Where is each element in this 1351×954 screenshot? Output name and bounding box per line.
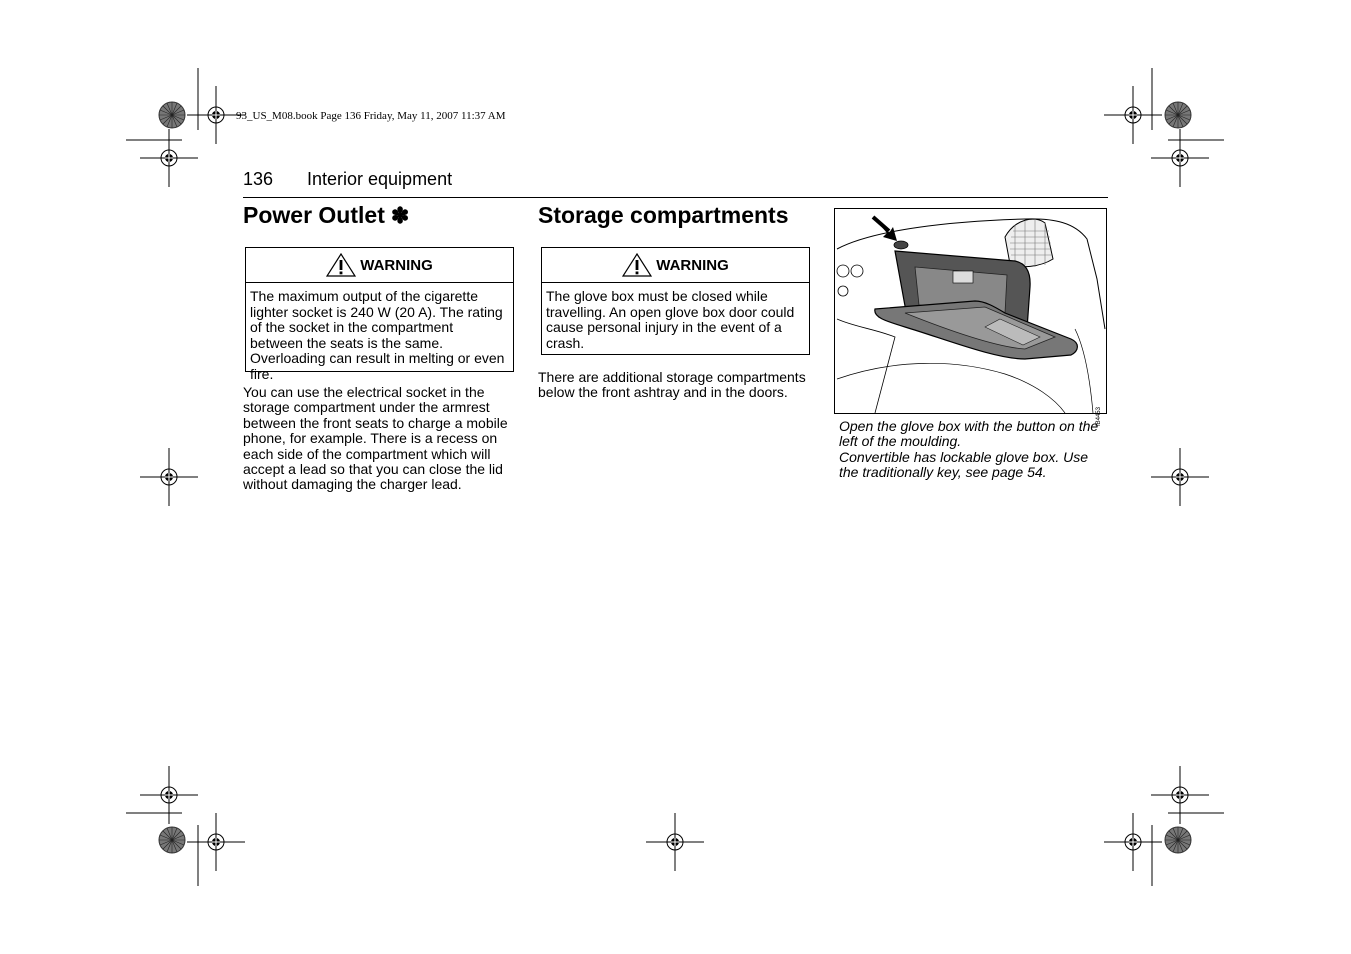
caption-line-1: Open the glove box with the button on the left of the moulding.: [839, 418, 1099, 450]
power-outlet-heading-text: Power Outlet: [243, 202, 385, 228]
warning-triangle-icon: [622, 253, 652, 277]
warning-label: WARNING: [360, 256, 433, 274]
warning-text: The maximum output of the cigarette lighter socket is 240 W (20 A). The rating of the socket in the compartment between the seats is the same. Overloading can result in melting or even fire.: [250, 288, 505, 382]
power-outlet-warning-box: [245, 247, 514, 382]
figure-id: IB4453: [1096, 407, 1102, 427]
warning-label: WARNING: [656, 256, 729, 274]
caption-line-2: Convertible has lockable glove box. Use the traditionally key, see page 54.: [839, 448, 1089, 481]
warning-header: [542, 248, 809, 283]
storage-heading: Storage compartments: [538, 202, 789, 228]
air-vent-icon: [1005, 219, 1053, 267]
section-title: Interior equipment: [307, 169, 453, 189]
storage-warning-box: [541, 247, 810, 355]
warning-text: The glove box must be closed while travelling. An open glove box door could cause personal injury in the event of a crash.: [546, 288, 795, 351]
header-rule: [243, 197, 1108, 198]
pointer-arrow-icon: [873, 217, 897, 241]
page-number: 136: [243, 169, 274, 189]
storage-body: There are additional storage compartments below the front ashtray and in the doors.: [538, 369, 806, 401]
warning-triangle-icon: [326, 253, 356, 277]
glove-box-drawing: [835, 209, 1106, 413]
glove-box-illustration: [834, 208, 1107, 427]
figure-caption: [839, 419, 1109, 481]
print-slug: 93_US_M08.book Page 136 Friday, May 11, 2007 11:37 AM: [236, 110, 506, 122]
warning-header: [246, 248, 513, 283]
option-symbol-icon: ✽: [390, 203, 410, 228]
power-outlet-heading: [243, 202, 409, 229]
power-outlet-body: You can use the electrical socket in the storage compartment under the armrest between the front seats to charge a mobile phone, for example. There is a recess on each side of the compartment which will accept a lead so that you can close the lid without damaging the charger lead.: [243, 384, 508, 493]
